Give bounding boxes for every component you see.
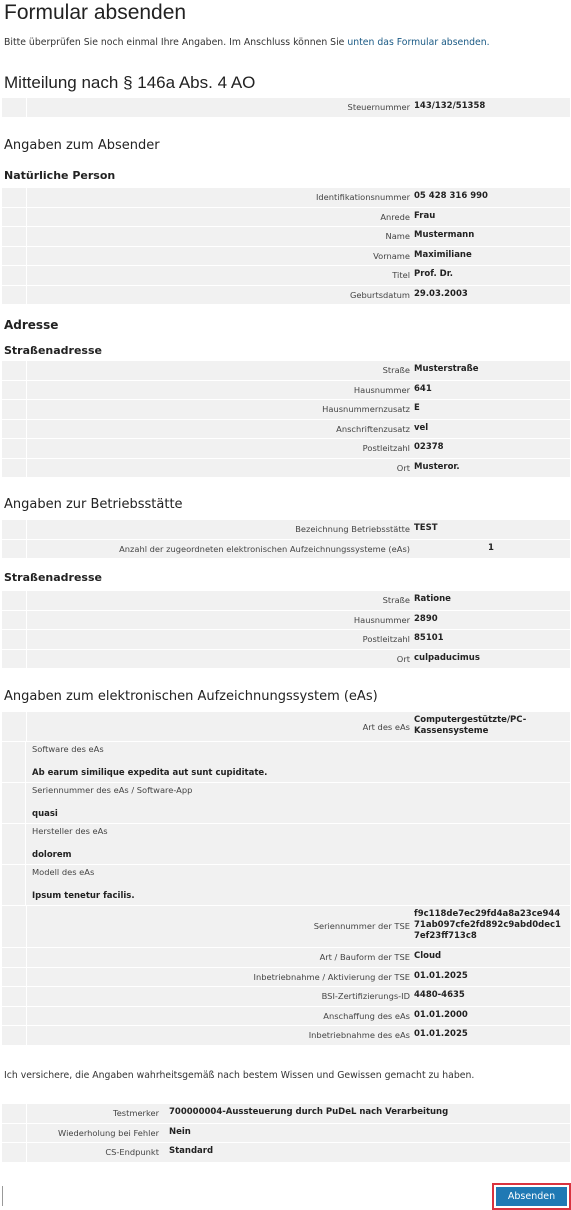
mitteilung-table [2, 98, 570, 118]
table-row: Anschaffung des eAs 01.01.2000 [2, 1007, 570, 1027]
table-row: Hausnummernzusatz E [2, 400, 570, 420]
eas-heading: Angaben zum elektronischen Aufzeichnungssystem (eAs) [4, 689, 378, 704]
table-row: Hausnummer 641 [2, 381, 570, 401]
table-row: Anzahl der zugeordneten elektronischen Aufzeichnungssysteme (eAs) 1 [2, 540, 570, 560]
adresse-table [2, 361, 570, 478]
table-row: Geburtsdatum 29.03.2003 [2, 286, 570, 306]
table-row: Wiederholung bei Fehler Nein [2, 1124, 570, 1144]
table-row: Ort culpaducimus [2, 650, 570, 670]
eas-serial-block: Seriennummer des eAs / Software-App quasi [2, 783, 570, 824]
table-row: Art des eAs Computergestützte/PC-Kassensysteme [2, 712, 570, 742]
table-row: Postleitzahl 02378 [2, 439, 570, 459]
page-title: Formular absenden [4, 1, 187, 24]
eas-software-block: Software des eAs Ab earum similique expedita aut sunt cupiditate. [2, 742, 570, 783]
betriebsstaette-table [2, 520, 570, 559]
table-row: Anschriftenzusatz vel [2, 420, 570, 440]
table-row: Art / Bauform der TSE Cloud [2, 948, 570, 968]
eas-hersteller-block: Hersteller des eAs dolorem [2, 824, 570, 865]
betriebsstaette-heading: Angaben zur Betriebsstätte [4, 497, 183, 512]
table-row: Testmerker 700000004-Aussteuerung durch PuDeL nach Verarbeitung [2, 1104, 570, 1124]
table-row: Anrede Frau [2, 208, 570, 228]
submit-form-link[interactable]: unten das Formular absenden. [347, 37, 490, 48]
submit-button[interactable]: Absenden [496, 1187, 567, 1206]
table-row: Identifikationsnummer 05 428 316 990 [2, 188, 570, 208]
table-row: Titel Prof. Dr. [2, 266, 570, 286]
submit-button-highlight [492, 1183, 571, 1210]
divider [2, 1186, 3, 1206]
eas-modell-block: Modell des eAs Ipsum tenetur facilis. [2, 865, 570, 906]
table-row: Seriennummer der TSE f9c118de7ec29fd4a8a23ce94471ab097cfe2fd892c9abd0dec17ef23ff713c8 [2, 906, 570, 948]
mitteilung-heading: Mitteilung nach § 146a Abs. 4 AO [4, 73, 256, 92]
eas-table [2, 712, 570, 1046]
confirmation-text: Ich versichere, die Angaben wahrheitsgemäß nach bestem Wissen und Gewissen gemacht zu haben. [4, 1070, 475, 1081]
table-row: Name Mustermann [2, 227, 570, 247]
table-row: CS-Endpunkt Standard [2, 1143, 570, 1163]
table-row: Postleitzahl 85101 [2, 630, 570, 650]
table-row: Bezeichnung Betriebsstätte TEST [2, 520, 570, 540]
table-row: Straße Ratione [2, 591, 570, 611]
table-row: Inbetriebnahme des eAs 01.01.2025 [2, 1026, 570, 1046]
table-row: Vorname Maximiliane [2, 247, 570, 267]
betrieb-strassenadresse-heading: Straßenadresse [4, 571, 102, 584]
table-row: BSI-Zertifizierungs-ID 4480-4635 [2, 987, 570, 1007]
table-row: Hausnummer 2890 [2, 611, 570, 631]
table-row: Ort Musteror. [2, 459, 570, 479]
intro-text: Bitte überprüfen Sie noch einmal Ihre Angaben. Im Anschluss können Sie unten das Formular absenden. [4, 37, 490, 48]
absender-heading: Angaben zum Absender [4, 138, 160, 153]
strassenadresse-heading: Straßenadresse [4, 344, 102, 357]
table-row: Straße Musterstraße [2, 361, 570, 381]
absender-table [2, 188, 570, 305]
table-row: Inbetriebnahme / Aktivierung der TSE 01.01.2025 [2, 968, 570, 988]
betrieb-adresse-table [2, 591, 570, 669]
adresse-heading: Adresse [4, 318, 59, 332]
natuerliche-person-heading: Natürliche Person [4, 169, 116, 182]
meta-table [2, 1104, 570, 1163]
table-row: Steuernummer 143/132/51358 [2, 98, 570, 118]
